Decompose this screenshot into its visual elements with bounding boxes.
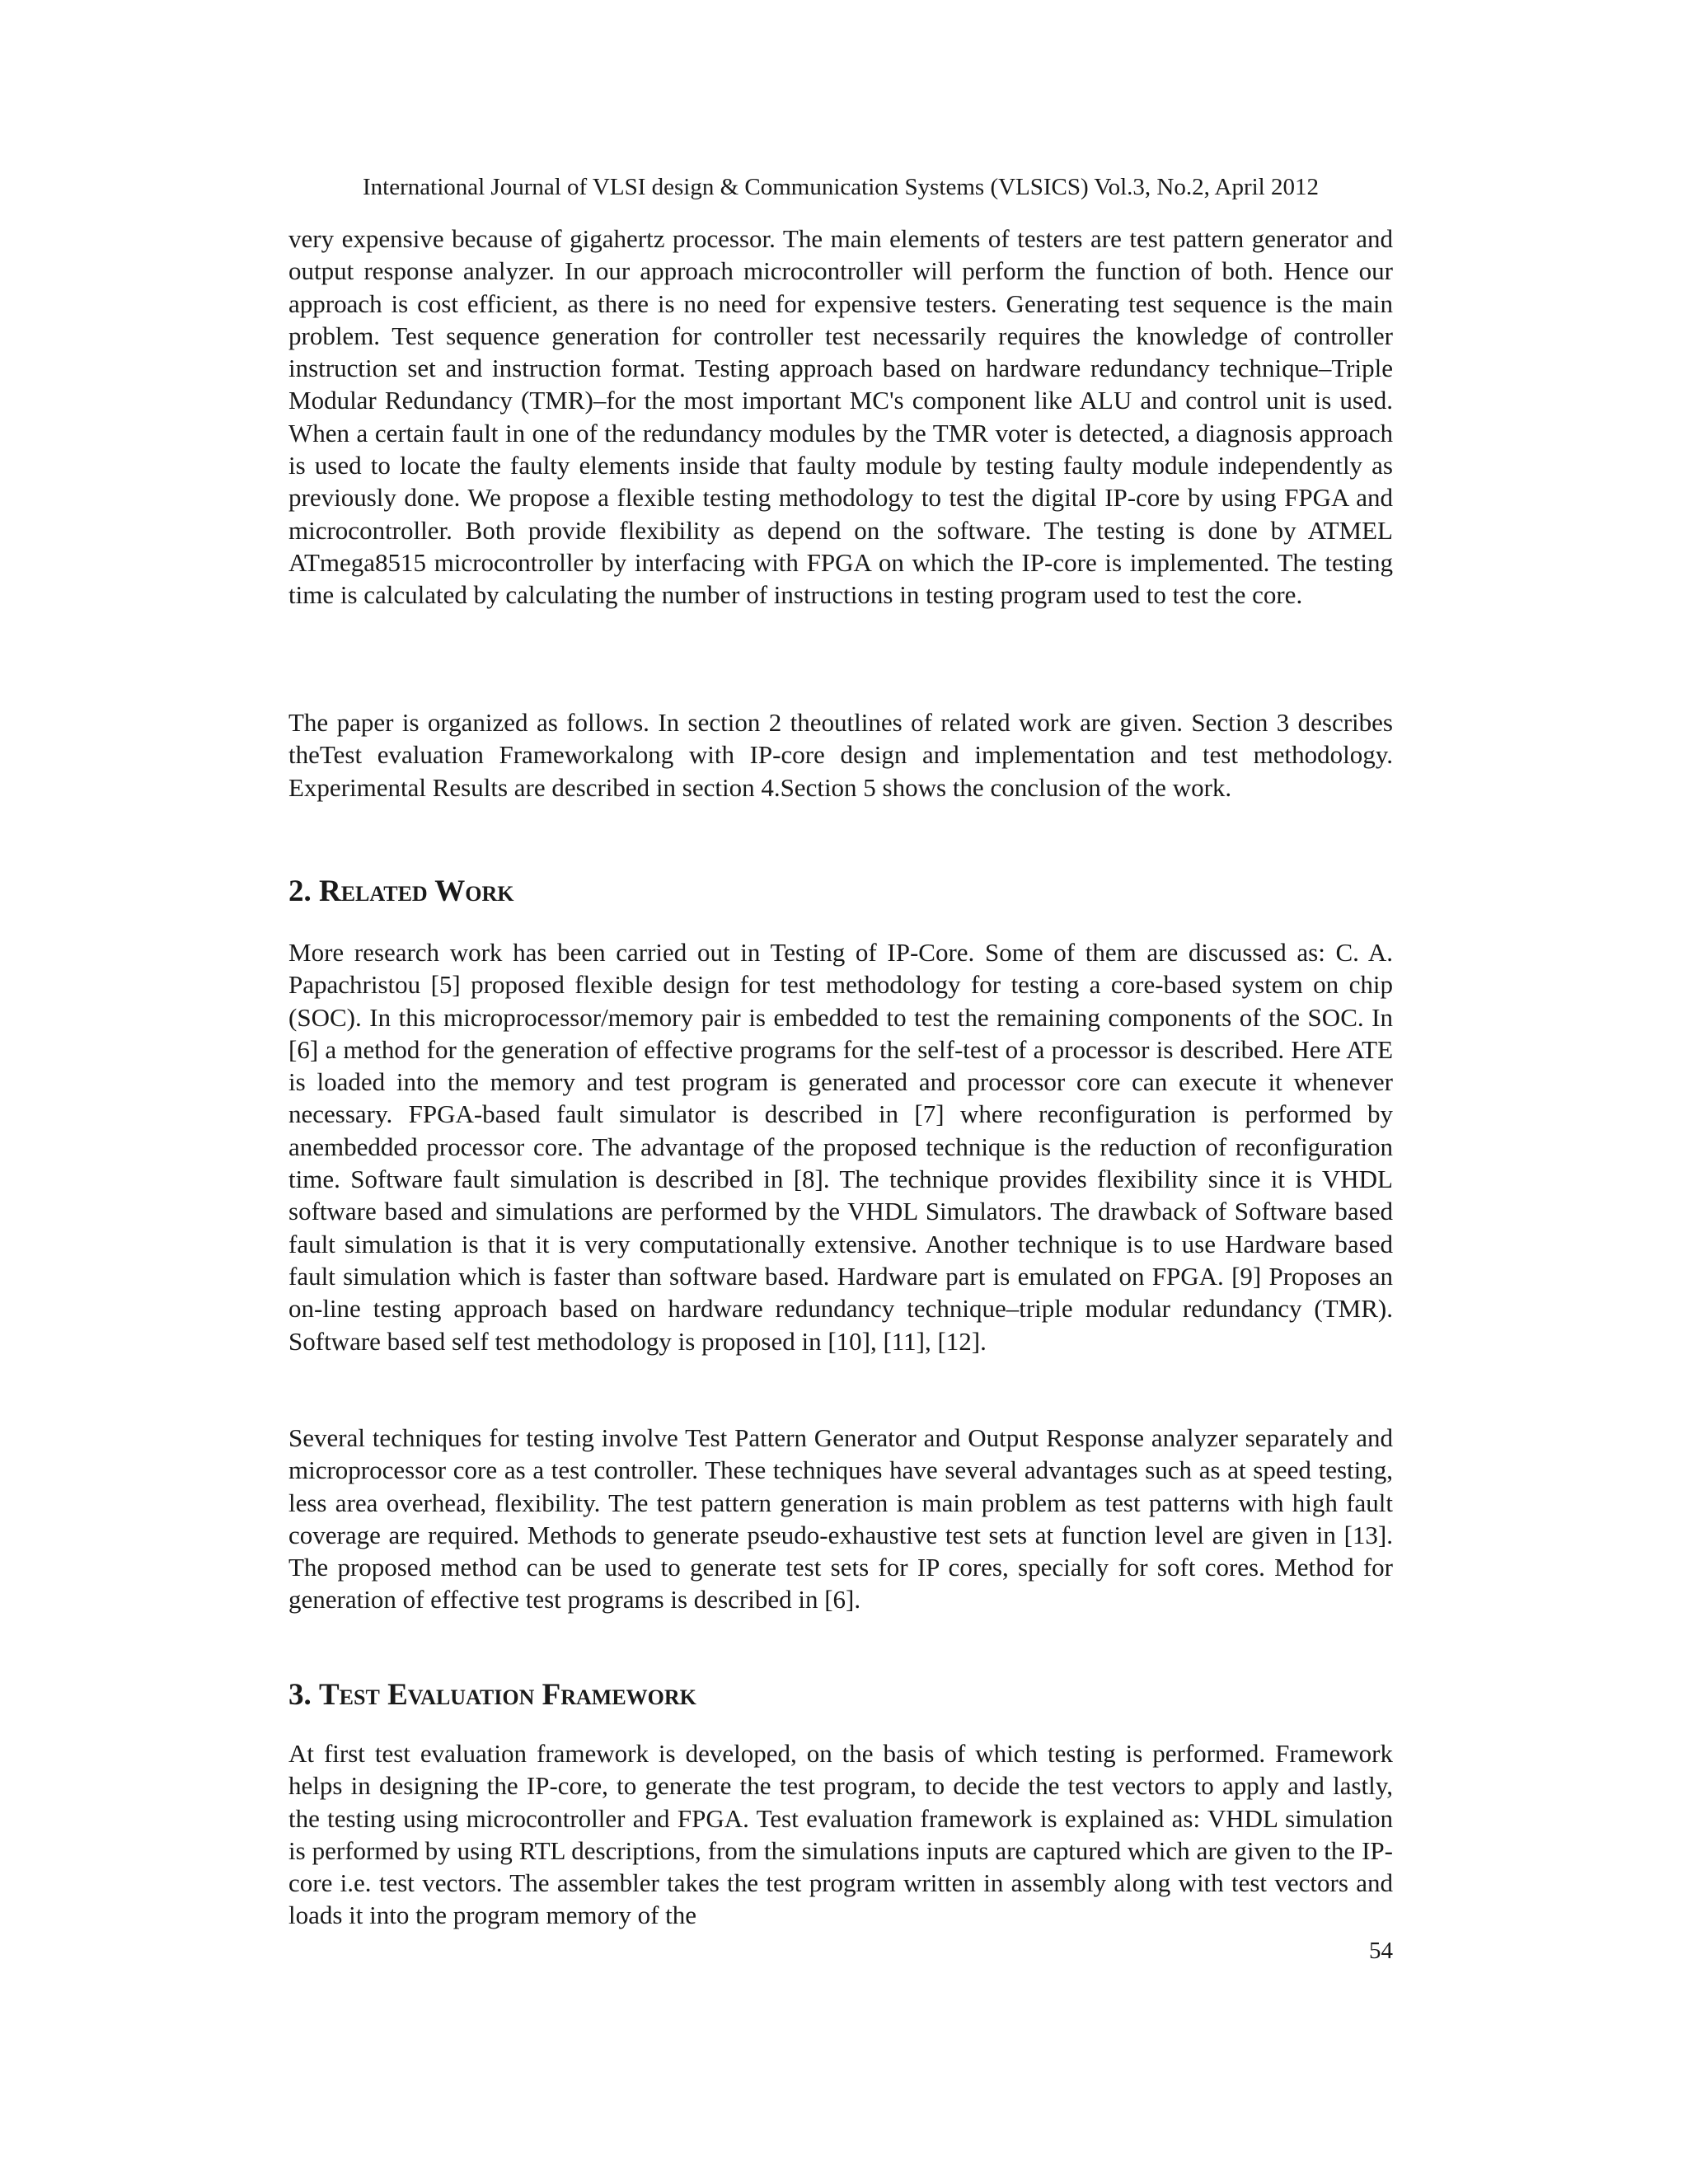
section-heading-test-evaluation-framework [288, 1677, 1393, 1713]
page-number: 54 [1369, 1938, 1393, 1964]
paragraph-related-work-2: Several techniques for testing involve Test Pattern Generator and Output Response analyzer separately and microprocessor core as a test controller. These techniques have several advantages such as at speed testing, less area overhead, flexibility. The test pattern generation is main problem as test patterns with high fault coverage are required. Methods to generate pseudo-exhaustive test sets at function level are given in [13]. The proposed method can be used to generate test sets for IP cores, specially for soft cores. Method for generation of effective test programs is described in [6]. [288, 1423, 1393, 1615]
section-heading-related-work [288, 874, 1393, 910]
paragraph-paper-organization: The paper is organized as follows. In section 2 theoutlines of related work are given. Section 3 describes theTest evaluation Frameworkalong with IP-core design and implementation and test methodology. Experimental Results are described in section 4.Section 5 shows the conclusion of the work. [288, 708, 1393, 802]
section-title: Test Evaluation Framework [319, 1678, 696, 1712]
paragraph-related-work-1: More research work has been carried out in Testing of IP-Core. Some of them are discussed as: C. A. Papachristou [5] proposed flexible design for test methodology for testing a core-based system on chip (SOC). In this microprocessor/memory pair is embedded to test the remaining components of the SOC. In [6] a method for the generation of effective programs for the self-test of a processor is described. Here ATE is loaded into the memory and test program is generated and processor core can execute it whenever necessary. FPGA-based fault simulator is described in [7] where reconfiguration is performed by anembedded processor core. The advantage of the proposed technique is the reduction of reconfiguration time. Software fault simulation is described in [8]. The technique provides flexibility since it is VHDL software based and simulations are performed by the VHDL Simulators. The drawback of Software based fault simulation is that it is very computationally extensive. Another technique is to use Hardware based fault simulation which is faster than software based. Hardware part is emulated on FPGA. [9] Proposes an on-line testing approach based on hardware redundancy technique–triple modular redundancy (TMR). Software based self test methodology is proposed in [10], [11], [12]. [288, 938, 1393, 1356]
section-number: 3. [288, 1678, 319, 1712]
paragraph-intro-continued: very expensive because of gigahertz processor. The main elements of testers are test pattern generator and output response analyzer. In our approach microcontroller will perform the function of both. Hence our approach is cost efficient, as there is no need for expensive testers. Generating test sequence is the main problem. Test sequence generation for controller test necessarily requires the knowledge of controller instruction set and instruction format. Testing approach based on hardware redundancy technique–Triple Modular Redundancy (TMR)–for the most important MC's component like ALU and control unit is used. When a certain fault in one of the redundancy modules by the TMR voter is detected, a diagnosis approach is used to locate the faulty elements inside that faulty module by testing faulty module independently as previously done. We propose a flexible testing methodology to test the digital IP-core by using FPGA and microcontroller. Both provide flexibility as depend on the software. The testing is done by ATMEL ATmega8515 microcontroller by interfacing with FPGA on which the IP-core is implemented. The testing time is calculated by calculating the number of instructions in testing program used to test the core. [288, 224, 1393, 610]
section-title: Related Work [319, 874, 514, 908]
section-number: 2. [288, 874, 319, 908]
paragraph-framework: At first test evaluation framework is developed, on the basis of which testing is performed. Framework helps in designing the IP-core, to generate the test program, to decide the test vectors to apply and lastly, the testing using microcontroller and FPGA. Test evaluation framework is explained as: VHDL simulation is performed by using RTL descriptions, from the simulations inputs are captured which are given to the IP-core i.e. test vectors. The assembler takes the test program written in assembly along with test vectors and loads it into the program memory of the [288, 1739, 1393, 1930]
running-header: International Journal of VLSI design & Communication Systems (VLSICS) Vol.3, No.2, April 2012 [363, 174, 1319, 200]
